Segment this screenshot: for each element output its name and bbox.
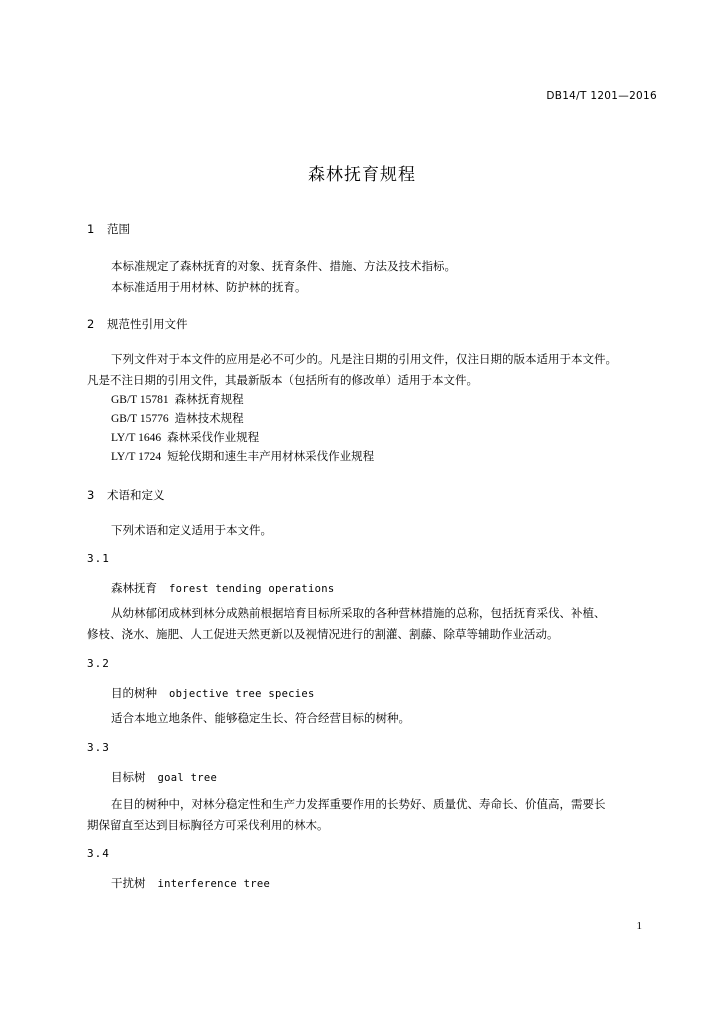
section-number: 3: [87, 488, 95, 502]
term-chinese: 干扰树: [111, 876, 146, 890]
term-chinese: 森林抚育: [111, 581, 157, 595]
section-title: 规范性引用文件: [107, 317, 188, 331]
section-number: 2: [87, 317, 95, 331]
paragraph-line: 下列文件对于本文件的应用是必不可少的。凡是注日期的引用文件，仅注日期的版本适用于本文件。: [111, 352, 617, 366]
paragraph-line: 修枝、浇水、施肥、人工促进天然更新以及视情况进行的割灌、割藤、除草等辅助作业活动。: [87, 627, 559, 641]
document-title: 森林抚育规程: [308, 165, 416, 185]
standard-code: DB14/T 1201—2016: [546, 90, 657, 102]
term-english: goal tree: [157, 772, 218, 784]
term-entry: [111, 580, 335, 596]
paragraph-line: 从幼林郁闭成林到林分成熟前根据培育目标所采取的各种营林措施的总称，包括抚育采伐、补植、: [111, 606, 606, 620]
paragraph-line: 下列术语和定义适用于本文件。: [111, 523, 272, 537]
normative-reference: [111, 391, 244, 407]
section-3-intro: [87, 520, 653, 541]
term-english: forest tending operations: [169, 583, 335, 595]
section-title: 术语和定义: [107, 488, 165, 502]
term-definition: [87, 708, 653, 729]
section-1-heading: [87, 221, 130, 237]
normative-reference: [111, 429, 259, 445]
term-chinese: 目标树: [111, 770, 146, 784]
term-english: objective tree species: [169, 688, 315, 700]
section-3-heading: [87, 487, 165, 503]
term-definition: [87, 603, 653, 645]
clause-number: 3.3: [87, 741, 110, 754]
clause-number: 3.1: [87, 552, 110, 565]
section-title: 范围: [107, 222, 130, 236]
section-2-heading: [87, 316, 188, 332]
paragraph-line: 本标准规定了森林抚育的对象、抚育条件、措施、方法及技术指标。: [111, 259, 456, 273]
term-entry: [111, 875, 270, 891]
section-1-body: [87, 256, 653, 298]
paragraph-line: 期保留直至达到目标胸径方可采伐利用的林木。: [87, 818, 329, 832]
paragraph-line: 凡是不注日期的引用文件，其最新版本（包括所有的修改单）适用于本文件。: [87, 373, 478, 387]
clause-number: 3.4: [87, 847, 110, 860]
clause-number: 3.2: [87, 657, 110, 670]
reference-name: 短轮伐期和速生丰产用材林采伐作业规程: [167, 449, 375, 463]
term-definition: [87, 794, 653, 836]
term-entry: [111, 769, 217, 785]
reference-name: 森林抚育规程: [174, 392, 244, 406]
reference-code: GB/T 15781: [111, 394, 169, 406]
reference-name: 造林技术规程: [174, 411, 244, 425]
normative-reference: [111, 448, 374, 464]
paragraph-line: 本标准适用于用材林、防护林的抚育。: [111, 280, 307, 294]
paragraph-line: 适合本地立地条件、能够稳定生长、符合经营目标的树种。: [111, 711, 410, 725]
page-number: 1: [636, 920, 642, 932]
term-chinese: 目的树种: [111, 686, 157, 700]
reference-code: LY/T 1724: [111, 451, 162, 463]
normative-reference: [111, 410, 244, 426]
section-2-body: [87, 349, 653, 391]
reference-code: LY/T 1646: [111, 432, 162, 444]
reference-name: 森林采伐作业规程: [167, 430, 260, 444]
term-english: interference tree: [157, 878, 271, 890]
term-entry: [111, 685, 315, 701]
section-number: 1: [87, 222, 95, 236]
paragraph-line: 在目的树种中，对林分稳定性和生产力发挥重要作用的长势好、质量优、寿命长、价值高，需要长: [111, 797, 606, 811]
reference-code: GB/T 15776: [111, 413, 169, 425]
